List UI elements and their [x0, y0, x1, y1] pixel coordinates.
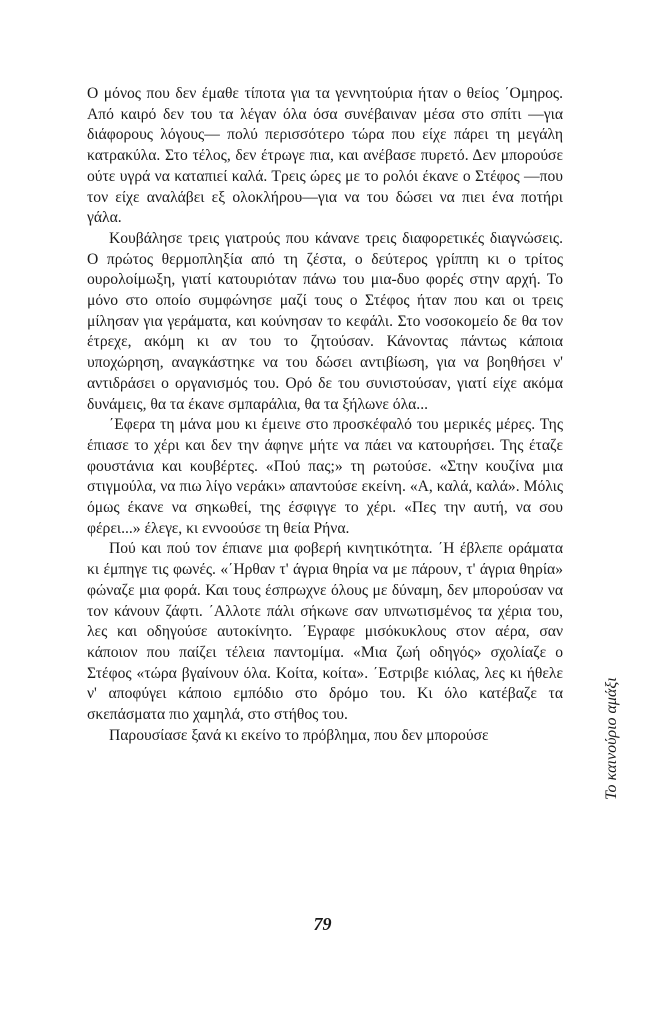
paragraph: Κουβάλησε τρεις γιατρούς που κάνανε τρεις διαφορετικές διαγνώσεις. Ο πρώτος θερμοπληξία από τη ζέστα, ο δεύτερος γρίππη κι ο τρίτος ουρολοίμωξη, γιατί κατουριόταν πάνω του μια-δυο φορές στην αρχή. Το μόνο στο οποίο συμφώνησε μαζί τους ο Στέφος ήταν που και οι τρεις μίλησαν για γεράματα, και κούνησαν το κεφάλι. Στο νοσοκομείο δε θα τον έτρεχε, ακόμη κι αν του το ζητούσαν. Κάνοντας πάντως κάποια υποχώρηση, αναγκάστηκε να του δώσει αντιβίωση, για να βοηθήσει ν' αντιδράσει ο οργανισμός του. Ορό δε του συνιστούσαν, γιατί είχε ακόμα δυνάμεις, θα τα έκανε σμπαράλια, θα τα ξήλωνε όλα...: [87, 229, 563, 413]
paragraph: Ο μόνος που δεν έμαθε τίποτα για τα γεννητούρια ήταν ο θείος ΄Ομηρος. Από καιρό δεν του τα λέγαν όλα όσα συνέβαιναν μέσα στο σπίτι —για διάφορους λόγους— πολύ περισσότερο τώρα που είχε πάρει τη μεγάλη κατρακύλα. Στο τέλος, δεν έτρωγε πια, και ανέβασε πυρετό. Δεν μπορούσε ούτε υγρά να καταπιεί καλά. Τρεις ώρες με το ρολόι έκανε ο Στέφος —που τον είχε αναλάβει εξ ολοκλήρου—για να του δώσει να πιει ένα ποτήρι γάλα.: [87, 85, 563, 227]
running-title: Το καινούριο αμάξι: [603, 677, 620, 800]
page-number: 79: [313, 914, 332, 934]
paragraph: Παρουσίασε ξανά κι εκείνο το πρόβλημα, που δεν μπορούσε: [109, 726, 489, 744]
body-text: [87, 84, 563, 747]
paragraph: Πού και πού τον έπιανε μια φοβερή κινητικότητα. ΄Η έβλεπε οράματα κι έμπηγε τις φωνές. «΄Ηρθαν τ' άγρια θηρία να με πάρουν, τ' άγρια θηρία» φώναζε μια φορά. Και τους έσπρωχνε όλους με δύναμη, δεν μπορούσαν να τον κάνουν ζάφτι. ΄Αλλοτε πάλι σήκωνε σαν υπνωτισμένος τα χέρια του, λες και οδηγούσε αυτοκίνητο. ΄Εγραφε μισόκυκλους στον αέρα, σαν κάποιον που παίζει τέλεια παντομίμα. «Μια ζωή οδηγός» σχολίαζε ο Στέφος «τώρα βγαίνουν όλα. Κοίτα, κοίτα». ΄Εστριβε κιόλας, λες κι ήθελε ν' αποφύγει κάποιο εμπόδιο στο δρόμο του. Κι όλο κατέβαζε τα σκεπάσματα πιο χαμηλά, στο στήθος του.: [87, 540, 563, 724]
paragraph: ΄Εφερα τη μάνα μου κι έμεινε στο προσκέφαλό του μερικές μέρες. Της έπιασε το χέρι και δεν την άφηνε μήτε να πάει να κατουρήσει. Της έταζε φουστάνια και κουβέρτες. «Πού πας;» τη ρωτούσε. «Στην κουζίνα μια στιγμούλα, να πιω λίγο νεράκι» απαντούσε εκείνη. «Α, καλά, καλά». Μόλις όμως έκανε να σηκωθεί, της έσφιγγε το χέρι. «Πες την αυτή, να σου φέρει...» έλεγε, κι εννοούσε τη θεία Ρήνα.: [87, 416, 563, 537]
